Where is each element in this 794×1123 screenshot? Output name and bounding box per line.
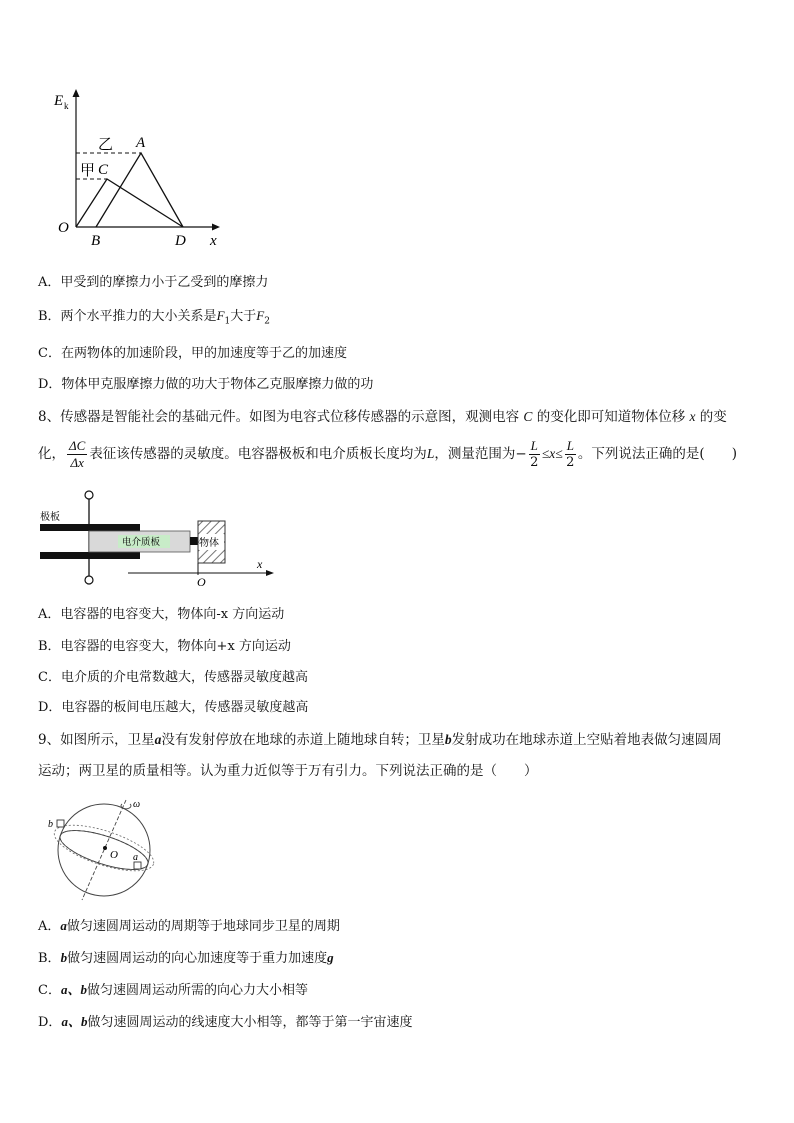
ek-x-graph [40,85,240,255]
q7-option-c: C．在两物体的加速阶段，甲的加速度等于乙的加速度 [38,346,347,361]
q8-line1-x: x [689,409,696,424]
q8-line1-mid: 的变化即可知道物体位移 [536,409,686,425]
q8-line1-c: C [523,409,533,424]
q8-line1-end: 的变 [699,409,727,425]
q9-line1-a: a [154,732,162,747]
satellite-a-label: a [133,852,138,863]
q7-option-b-sub1: 1 [224,316,231,327]
range-right-numerator: L [566,438,574,453]
origin-label: O [197,575,206,589]
q7-option-b [38,305,270,327]
q7-option-b-mid: 大于 [230,309,257,324]
q7-option-b-sub2: 2 [264,316,270,327]
x-axis-label: x [210,233,217,249]
q9-line1-mid: 没有发射停放在地球的赤道上随地球自转；卫星 [161,732,445,748]
label-jia: 甲 [80,163,96,179]
center-o-label: O [110,849,118,861]
range-left-numerator: L [530,438,538,453]
label-yi: 乙 [98,137,114,153]
q9-option-c [38,979,308,998]
q9-option-b-var: b [60,950,68,965]
q8-line2-pre: 化， [38,446,65,462]
q8-line2-mid2: ，测量范围为− [434,446,527,462]
q7-option-a: A．甲受到的摩擦力小于乙受到的摩擦力 [38,275,269,290]
q9-option-d [38,1011,412,1030]
satellite-b-label: b [48,819,53,830]
q7-option-b-prefix: B．两个水平推力的大小关系是 [38,309,217,324]
q8-option-c: C．电介质的介电常数越大，传感器灵敏度越高 [38,670,308,685]
q9-option-a-prefix: A． [38,919,61,934]
label-c: C [98,162,109,178]
q9-option-d-text: 做匀速圆周运动的线速度大小相等，都等于第一宇宙速度 [87,1015,413,1030]
y-axis-subscript: k [64,101,69,111]
q8-stem-line1 [38,405,727,425]
label-b: B [91,233,101,249]
dielectric-label: 电介质板 [122,538,161,548]
fraction-numerator: ΔC [69,438,86,453]
range-fraction-right [565,438,576,471]
q8-option-d: D．电容器的板间电压越大，传感器灵敏度越高 [38,700,309,715]
range-left-denominator: 2 [530,455,539,470]
earth-satellite-diagram [38,790,168,905]
q8-line2-end: 。下列说法正确的是( ) [577,446,737,462]
omega-label: ω [133,799,141,810]
q8-line2-mid: 表征该传感器的灵敏度。电容器极板和电介质板长度均为 [89,446,427,462]
q8-line2-l: L [426,446,435,461]
label-o: O [58,220,69,236]
q7-option-d: D．物体甲克服摩擦力做的功大于物体乙克服摩擦力做的功 [38,377,374,392]
q9-option-a [38,915,340,934]
q9-option-b [38,947,334,966]
q8-line1-pre: 8、传感器是智能社会的基础元件。如图为电容式位移传感器的示意图，观测电容 [38,409,520,425]
q9-line1-pre: 9、如图所示，卫星 [38,732,155,748]
q9-option-c-text: 做匀速圆周运动所需的向心力大小相等 [86,983,308,998]
x-axis-label: x [257,557,263,571]
q9-option-a-text: 做匀速圆周运动的周期等于地球同步卫星的周期 [66,919,340,934]
sensitivity-fraction [67,438,87,471]
q9-option-b-prefix: B． [38,951,61,966]
q8-option-b: B．电容器的电容变大，物体向+x 方向运动 [38,639,291,654]
range-right-denominator: 2 [566,455,575,470]
q9-line1-end: 发射成功在地球赤道上空贴着地表做匀速圆周 [451,732,722,748]
label-a: A [136,135,146,151]
q9-stem-line2: 运动；两卫星的质量相等。认为重力近似等于万有引力。下列说法正确的是（ ） [38,763,538,779]
q9-line1-b: b [444,732,452,747]
q9-option-b-text: 做匀速圆周运动的向心加速度等于重力加速度 [67,951,328,966]
q8-option-a: A．电容器的电容变大，物体向-x 方向运动 [38,607,285,622]
q9-option-d-prefix: D． [38,1015,62,1030]
q7-option-b-f2: F [256,308,265,323]
label-d: D [175,233,186,249]
y-axis-label: E [54,93,64,109]
q9-option-b-g: g [327,950,334,965]
q9-option-c-prefix: C． [38,983,61,998]
object-label: 物体 [199,538,219,549]
capacitor-sensor-diagram [38,490,288,590]
q8-stem-line2 [38,438,737,471]
range-fraction-left [529,438,540,471]
q9-option-c-vars: a、b [60,982,87,997]
q8-line2-ineq: ≤x≤ [541,446,563,461]
plate-label: 极板 [40,512,60,523]
q9-stem-line1 [38,728,722,748]
fraction-denominator: Δx [70,455,84,470]
q9-option-a-var: a [60,918,67,933]
q9-option-d-vars: a、b [61,1014,88,1029]
q7-option-b-f1: F [216,308,225,323]
